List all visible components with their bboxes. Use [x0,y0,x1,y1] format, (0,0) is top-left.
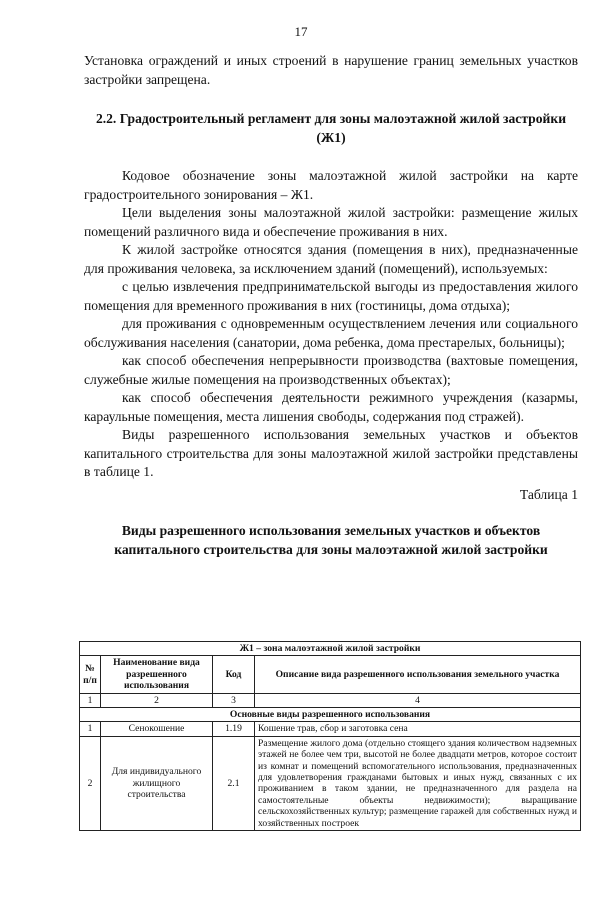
row-use-description: Размещение жилого дома (отдельно стоящего здания количеством надземных этажей не более чем три, высотой не более двадцати метров, которое состоит из комнат и помещений вспомогательного использования, предназначенных для удовлетворения гражданами бытовых и иных нужд, связанных с их проживанием в таком здании, не предназначенного для раздела на самостоятельные объекты недвижимости); выращивание сельскохозяйственных культур; размещение гаражей для собственных нужд и хозяйственных построек [255,736,581,830]
table-column-numbers-row [80,693,581,707]
column-number: 2 [101,693,213,707]
table-row [80,736,581,830]
page-number: 17 [294,24,308,39]
paragraph-exception-hotels: с целью извлечения предпринимательской выгоды из предоставления жилого помещения для временного проживания в них (гостиницы, дома отдыха); [84,279,578,313]
paragraph-zone-goals: Цели выделения зоны малоэтажной жилой застройки: размещение жилых помещений различного вида и обеспечение проживания в них. [84,205,578,239]
column-header-description: Описание вида разрешенного использования земельного участка [255,656,581,693]
document-body [84,52,578,559]
row-use-name: Для индивидуального жилищного строительства [101,736,213,830]
table-title: Виды разрешенного использования земельных участков и объектов капитального строительства для зоны малоэтажной жилой застройки [114,523,548,557]
paragraph-exception-production: как способ обеспечения непрерывности производства (вахтовые помещения, служебные жилые помещения на производственных объектах); [84,353,578,387]
paragraph-table-reference: Виды разрешенного использования земельных участков и объектов капитального строительства для зоны малоэтажной жилой застройки представлены в таблице 1. [84,427,578,479]
table-row [80,722,581,736]
paragraph-residential-def: К жилой застройке относятся здания (помещения в них), предназначенные для проживания человека, за исключением зданий (помещений), используемых: [84,242,578,276]
column-header-code: Код [213,656,255,693]
row-use-description: Кошение трав, сбор и заготовка сена [255,722,581,736]
permitted-uses-table [79,641,581,831]
column-header-number: № п/п [80,656,101,693]
table-header-row [80,656,581,693]
table-group-header-row [80,708,581,722]
table-group-header: Основные виды разрешенного использования [80,708,581,722]
column-number: 1 [80,693,101,707]
row-use-name: Сенокошение [101,722,213,736]
row-use-code: 1.19 [213,722,255,736]
paragraph-exception-regime: как способ обеспечения деятельности режимного учреждения (казармы, караульные помещения, места лишения свободы, содержания под стражей). [84,390,578,424]
row-number: 2 [80,736,101,830]
row-number: 1 [80,722,101,736]
paragraph-zone-code: Кодовое обозначение зоны малоэтажной жилой застройки на карте градостроительного зонирования – Ж1. [84,168,578,202]
table-zone-header-row [80,642,581,656]
column-header-name: Наименование вида разрешенного использования [101,656,213,693]
table-zone-header: Ж1 – зона малоэтажной жилой застройки [80,642,581,656]
row-use-code: 2.1 [213,736,255,830]
paragraph-exception-medical: для проживания с одновременным осуществлением лечения или социального обслуживания населения (санатории, дома ребенка, дома престарелых, больницы); [84,316,578,350]
column-number: 3 [213,693,255,707]
paragraph-fence-rule: Установка ограждений и иных строений в нарушение границ земельных участков застройки запрещена. [84,53,578,87]
section-heading: 2.2. Градостроительный регламент для зоны малоэтажной жилой застройки (Ж1) [95,111,567,145]
table-caption: Таблица 1 [519,486,578,502]
column-number: 4 [255,693,581,707]
